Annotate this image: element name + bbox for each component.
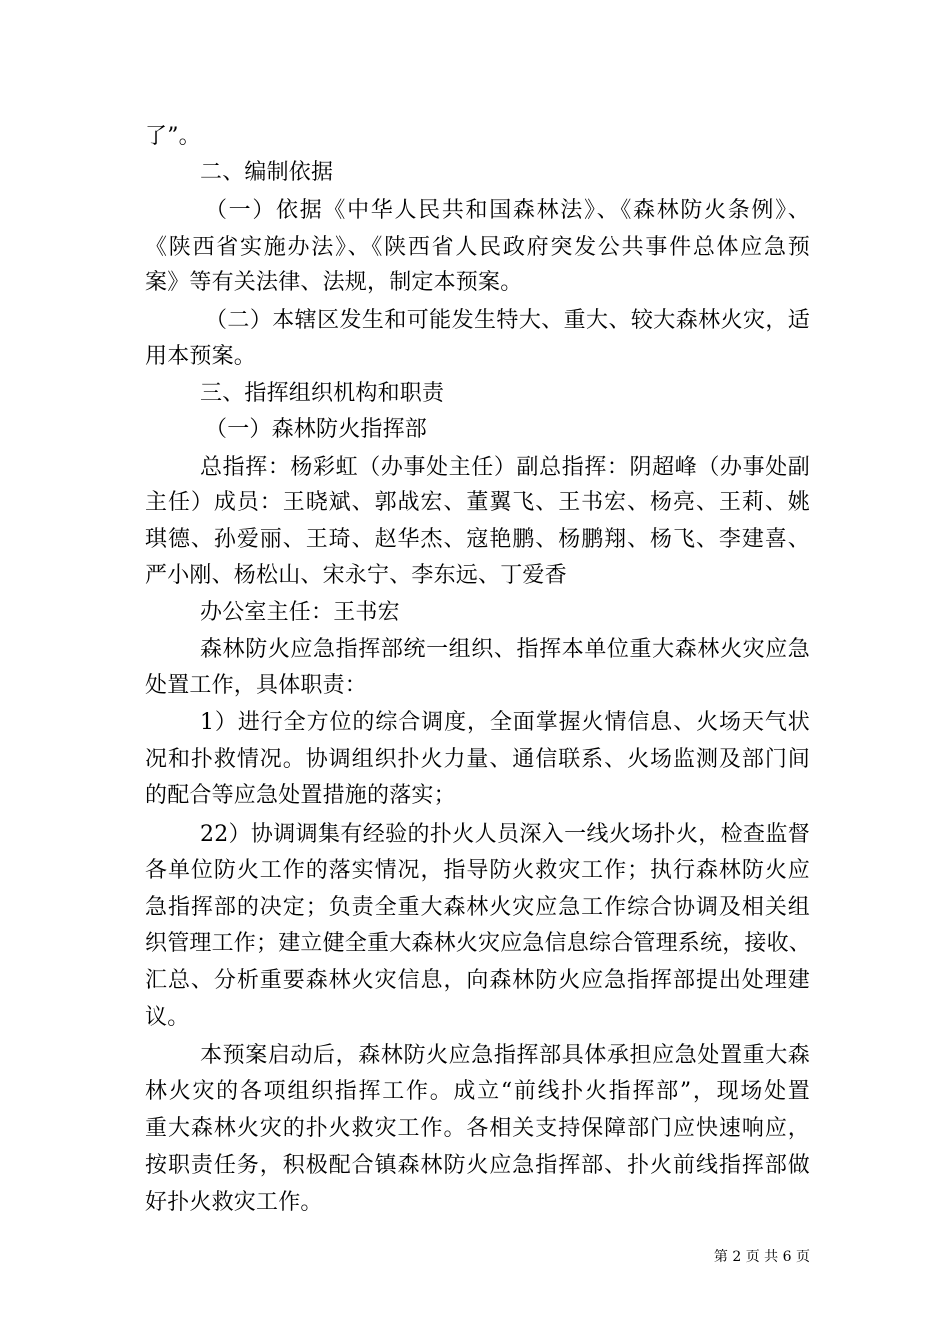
text-line: 主任）成员：王晓斌、郭战宏、董翼飞、王书宏、杨亮、王莉、姚 <box>145 490 810 515</box>
text-line: 林火灾的各项组织指挥工作。成立“前线扑火指挥部”，现场处置 <box>145 1079 810 1104</box>
text-line: 急指挥部的决定；负责全重大森林火灾应急工作综合协调及相关组 <box>145 895 810 920</box>
text-line: 重大森林火灾的扑火救灾工作。各相关支持保障部门应快速响应， <box>145 1116 810 1141</box>
page-number: 第 2 页 共 6 页 <box>713 1249 810 1265</box>
text-line: （二）本辖区发生和可能发生特大、重大、较大森林火灾，适 <box>205 308 810 333</box>
section-heading: 三、指挥组织机构和职责 <box>200 381 445 406</box>
text-line: 《陕西省实施办法》、《陕西省人民政府突发公共事件总体应急预 <box>145 235 810 260</box>
text-line: 处置工作，具体职责： <box>145 673 368 698</box>
text-line: 况和扑救情况。协调组织扑火力量、通信联系、火场监测及部门间 <box>145 747 810 772</box>
text-line: 各单位防火工作的落实情况，指导防火救灾工作；执行森林防火应 <box>145 858 810 883</box>
text-line: 琪德、孙爱丽、王琦、赵华杰、寇艳鹏、杨鹏翔、杨飞、李建喜、 <box>145 527 810 552</box>
text-line: 议。 <box>145 1005 190 1030</box>
text-line: 办公室主任：王书宏 <box>200 600 400 625</box>
text-line: 案》等有关法律、法规，制定本预案。 <box>145 270 523 295</box>
text-line: 总指挥：杨彩虹（办事处主任）副总指挥：阴超峰（办事处副 <box>200 455 810 480</box>
text-line: 了”。 <box>145 124 201 149</box>
text-line: （一）依据《中华人民共和国森林法》、《森林防火条例》、 <box>205 198 810 223</box>
text-line: 1）进行全方位的综合调度，全面掌握火情信息、火场天气状 <box>200 710 810 735</box>
text-line: 森林防火应急指挥部统一组织、指挥本单位重大森林火灾应急 <box>200 637 810 662</box>
text-line: 织管理工作；建立健全重大森林火灾应急信息综合管理系统，接收、 <box>145 931 812 956</box>
text-line: 好扑火救灾工作。 <box>145 1190 323 1215</box>
text-line: 的配合等应急处置措施的落实； <box>145 783 456 808</box>
text-line: 严小刚、杨松山、宋永宁、李东远、丁爱香 <box>145 563 567 588</box>
text-line: 22）协调调集有经验的扑火人员深入一线火场扑火，检查监督 <box>200 822 810 847</box>
text-line: 汇总、分析重要森林火灾信息，向森林防火应急指挥部提出处理建 <box>145 968 810 993</box>
text-line: 用本预案。 <box>145 344 257 369</box>
subsection-heading: （一）森林防火指挥部 <box>205 417 428 442</box>
section-heading: 二、编制依据 <box>200 160 334 185</box>
text-line: 本预案启动后，森林防火应急指挥部具体承担应急处置重大森 <box>200 1043 810 1068</box>
text-line: 按职责任务，积极配合镇森林防火应急指挥部、扑火前线指挥部做 <box>145 1153 810 1178</box>
